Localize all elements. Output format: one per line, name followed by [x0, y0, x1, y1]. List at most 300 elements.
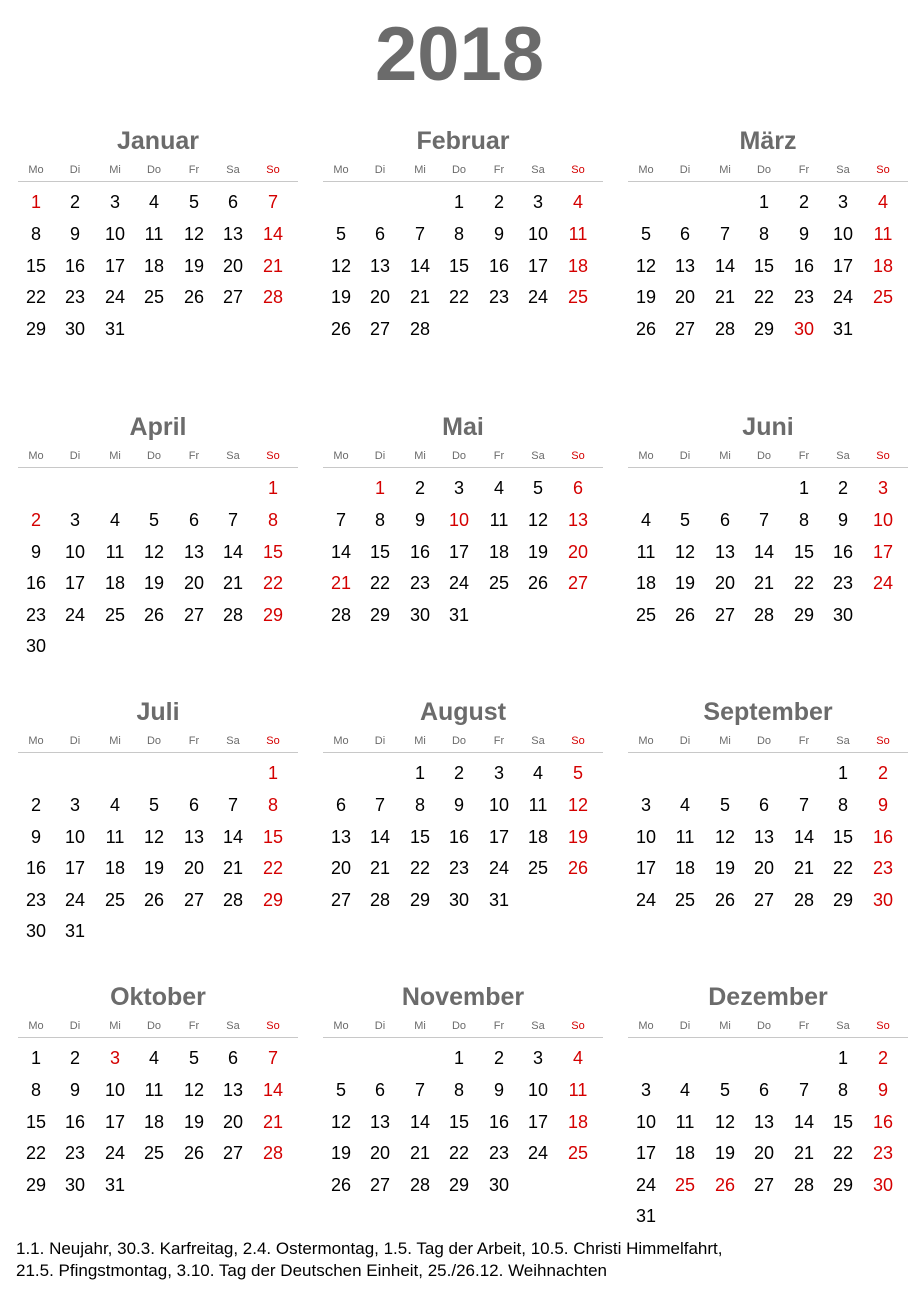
day-cell: 27 — [222, 287, 244, 307]
day-cell: 29 — [25, 319, 47, 339]
day-cell: 17 — [64, 573, 86, 593]
month-name: Oktober — [110, 983, 206, 1011]
day-cell: 2 — [30, 510, 41, 530]
holiday-footnote — [16, 1238, 906, 1282]
day-cell: 4 — [109, 795, 120, 815]
day-cell: 17 — [448, 542, 470, 562]
day-cell: 26 — [567, 858, 589, 878]
day-cell: 14 — [793, 827, 815, 847]
day-cell: 25 — [143, 287, 165, 307]
day-cell: 28 — [330, 605, 352, 625]
weekday-header: Sa — [226, 164, 240, 176]
day-cell: 14 — [262, 1080, 284, 1100]
day-cell: 5 — [335, 1080, 346, 1100]
day-cell: 4 — [572, 192, 583, 212]
day-cell: 11 — [489, 510, 509, 530]
day-cell: 25 — [104, 605, 126, 625]
month-4 — [18, 412, 298, 662]
day-cell: 5 — [188, 192, 199, 212]
header-divider — [628, 752, 908, 753]
day-cell: 7 — [267, 1048, 278, 1068]
weekday-header: So — [876, 450, 890, 462]
day-cell: 15 — [262, 827, 284, 847]
weekday-header: Fr — [798, 1020, 810, 1032]
day-cell: 19 — [183, 256, 205, 276]
weekday-header: So — [876, 1020, 890, 1032]
day-cell: 25 — [527, 858, 549, 878]
day-cell: 1 — [30, 1048, 41, 1068]
weekday-header: Fr — [188, 164, 200, 176]
day-cell: 22 — [753, 287, 775, 307]
month-12 — [628, 982, 908, 1232]
day-cell: 9 — [69, 224, 80, 244]
day-cell: 31 — [635, 1206, 657, 1226]
day-cell: 9 — [453, 795, 464, 815]
weekday-header: So — [571, 450, 585, 462]
day-cell: 2 — [493, 1048, 504, 1068]
day-cell: 28 — [262, 287, 284, 307]
day-cell: 5 — [148, 795, 159, 815]
day-cell: 6 — [335, 795, 346, 815]
weekday-header: Sa — [226, 450, 240, 462]
day-cell: 13 — [674, 256, 696, 276]
day-cell: 20 — [753, 1143, 775, 1163]
day-cell: 19 — [674, 573, 696, 593]
day-cell: 26 — [714, 1175, 736, 1195]
day-cell: 19 — [527, 542, 549, 562]
month-2 — [323, 126, 603, 376]
day-cell: 13 — [369, 1112, 391, 1132]
day-cell: 12 — [330, 1112, 352, 1132]
weekday-header: Sa — [531, 164, 545, 176]
weekday-header: Mo — [28, 450, 44, 462]
day-cell: 20 — [369, 287, 391, 307]
day-cell: 16 — [488, 1112, 510, 1132]
day-cell: 7 — [414, 224, 425, 244]
day-cell: 4 — [679, 1080, 690, 1100]
day-cell: 6 — [758, 1080, 769, 1100]
day-cell: 17 — [488, 827, 510, 847]
day-cell: 24 — [104, 287, 126, 307]
day-cell: 21 — [222, 858, 244, 878]
day-cell: 23 — [409, 573, 431, 593]
day-cell: 19 — [567, 827, 589, 847]
day-cell: 27 — [369, 319, 391, 339]
day-cell: 11 — [636, 542, 656, 562]
month-name: Mai — [442, 413, 484, 441]
weekday-header: Di — [69, 164, 81, 176]
day-cell: 29 — [793, 605, 815, 625]
day-cell: 25 — [674, 890, 696, 910]
day-cell: 10 — [635, 827, 657, 847]
day-cell: 29 — [369, 605, 391, 625]
day-cell: 21 — [369, 858, 391, 878]
day-cell: 17 — [64, 858, 86, 878]
day-cell: 2 — [877, 1048, 888, 1068]
day-cell: 7 — [798, 1080, 809, 1100]
day-cell: 20 — [330, 858, 352, 878]
day-cell: 9 — [30, 827, 41, 847]
day-cell: 18 — [567, 1112, 589, 1132]
day-cell: 11 — [675, 827, 695, 847]
day-cell: 19 — [714, 1143, 736, 1163]
day-cell: 18 — [143, 256, 165, 276]
day-cell: 25 — [872, 287, 894, 307]
day-cell: 3 — [640, 795, 651, 815]
month-6 — [628, 412, 908, 662]
day-cell: 2 — [493, 192, 504, 212]
holiday-line-2: 21.5. Pfingstmontag, 3.10. Tag der Deutschen Einheit, 25./26.12. Weihnachten — [16, 1261, 607, 1280]
day-cell: 6 — [227, 1048, 238, 1068]
day-cell: 22 — [262, 858, 284, 878]
day-cell: 17 — [104, 256, 126, 276]
day-cell: 27 — [183, 605, 205, 625]
day-cell: 12 — [567, 795, 589, 815]
day-cell: 17 — [635, 1143, 657, 1163]
day-cell: 4 — [532, 763, 543, 783]
header-divider — [18, 467, 298, 468]
day-cell: 29 — [409, 890, 431, 910]
day-cell: 16 — [64, 1112, 86, 1132]
month-10 — [18, 982, 298, 1232]
day-cell: 15 — [448, 256, 470, 276]
day-cell: 14 — [409, 1112, 431, 1132]
day-cell: 8 — [30, 1080, 41, 1100]
day-cell: 13 — [567, 510, 589, 530]
day-cell: 2 — [414, 478, 425, 498]
day-cell: 25 — [104, 890, 126, 910]
header-divider — [628, 467, 908, 468]
weekday-header: Mo — [28, 164, 44, 176]
weekday-header: Sa — [226, 735, 240, 747]
month-3 — [628, 126, 908, 376]
day-cell: 26 — [635, 319, 657, 339]
day-cell: 23 — [832, 573, 854, 593]
day-cell: 10 — [635, 1112, 657, 1132]
day-cell: 25 — [488, 573, 510, 593]
day-cell: 27 — [714, 605, 736, 625]
weekday-header: Fr — [493, 1020, 505, 1032]
day-cell: 14 — [409, 256, 431, 276]
day-cell: 14 — [222, 542, 244, 562]
day-cell: 12 — [527, 510, 549, 530]
day-cell: 5 — [572, 763, 583, 783]
day-cell: 22 — [369, 573, 391, 593]
weekday-header: Do — [451, 1020, 467, 1032]
day-cell: 14 — [222, 827, 244, 847]
weekday-header: So — [876, 735, 890, 747]
day-cell: 17 — [527, 256, 549, 276]
day-cell: 6 — [572, 478, 583, 498]
weekday-header: Di — [69, 735, 81, 747]
day-cell: 9 — [877, 795, 888, 815]
weekday-header: Sa — [226, 1020, 240, 1032]
day-cell: 5 — [640, 224, 651, 244]
day-cell: 3 — [532, 1048, 543, 1068]
day-cell: 21 — [409, 287, 431, 307]
day-cell: 25 — [567, 287, 589, 307]
day-cell: 10 — [104, 224, 126, 244]
day-cell: 18 — [104, 858, 126, 878]
day-cell: 10 — [104, 1080, 126, 1100]
day-cell: 20 — [222, 1112, 244, 1132]
day-cell: 24 — [527, 287, 549, 307]
day-cell: 11 — [675, 1112, 695, 1132]
day-cell: 15 — [832, 827, 854, 847]
day-cell: 1 — [798, 478, 809, 498]
day-cell: 6 — [188, 795, 199, 815]
weekday-header: Fr — [798, 735, 810, 747]
weekday-header: Mi — [414, 735, 426, 747]
day-cell: 12 — [635, 256, 657, 276]
day-cell: 7 — [798, 795, 809, 815]
month-name: Juli — [136, 698, 180, 726]
day-cell: 3 — [640, 1080, 651, 1100]
weekday-header: So — [571, 1020, 585, 1032]
day-cell: 27 — [753, 890, 775, 910]
day-cell: 23 — [488, 287, 510, 307]
weekday-header: Fr — [188, 450, 200, 462]
day-cell: 23 — [64, 1143, 86, 1163]
day-cell: 6 — [679, 224, 690, 244]
day-cell: 1 — [837, 1048, 848, 1068]
day-cell: 26 — [143, 890, 165, 910]
day-cell: 4 — [877, 192, 888, 212]
day-cell: 27 — [222, 1143, 244, 1163]
day-cell: 12 — [330, 256, 352, 276]
day-cell: 20 — [369, 1143, 391, 1163]
day-cell: 21 — [793, 1143, 815, 1163]
day-cell: 28 — [714, 319, 736, 339]
day-cell: 9 — [493, 224, 504, 244]
weekday-header: Di — [374, 735, 386, 747]
day-cell: 11 — [105, 542, 125, 562]
weekday-header: Fr — [798, 164, 810, 176]
day-cell: 9 — [69, 1080, 80, 1100]
day-cell: 10 — [527, 224, 549, 244]
day-cell: 1 — [267, 763, 278, 783]
weekday-header: Sa — [531, 1020, 545, 1032]
day-cell: 26 — [527, 573, 549, 593]
day-cell: 3 — [877, 478, 888, 498]
day-cell: 26 — [143, 605, 165, 625]
day-cell: 1 — [414, 763, 425, 783]
day-cell: 11 — [105, 827, 125, 847]
day-cell: 24 — [104, 1143, 126, 1163]
day-cell: 29 — [753, 319, 775, 339]
day-cell: 21 — [409, 1143, 431, 1163]
weekday-header: Fr — [798, 450, 810, 462]
day-cell: 2 — [877, 763, 888, 783]
day-cell: 11 — [568, 1080, 588, 1100]
day-cell: 4 — [148, 192, 159, 212]
day-cell: 15 — [753, 256, 775, 276]
day-cell: 8 — [453, 224, 464, 244]
day-cell: 19 — [635, 287, 657, 307]
month-name: August — [419, 698, 507, 726]
day-cell: 26 — [330, 319, 352, 339]
day-cell: 24 — [635, 1175, 657, 1195]
day-cell: 29 — [832, 890, 854, 910]
day-cell: 21 — [753, 573, 775, 593]
day-cell: 23 — [448, 858, 470, 878]
day-cell: 8 — [267, 795, 278, 815]
day-cell: 2 — [837, 478, 848, 498]
day-cell: 28 — [369, 890, 391, 910]
header-divider — [18, 752, 298, 753]
day-cell: 16 — [872, 827, 894, 847]
day-cell: 10 — [872, 510, 894, 530]
day-cell: 22 — [409, 858, 431, 878]
weekday-header: Di — [374, 450, 386, 462]
day-cell: 28 — [222, 890, 244, 910]
day-cell: 6 — [758, 795, 769, 815]
day-cell: 12 — [183, 224, 205, 244]
day-cell: 15 — [793, 542, 815, 562]
day-cell: 15 — [409, 827, 431, 847]
day-cell: 29 — [262, 605, 284, 625]
day-cell: 8 — [798, 510, 809, 530]
day-cell: 8 — [837, 795, 848, 815]
day-cell: 15 — [832, 1112, 854, 1132]
day-cell: 26 — [183, 1143, 205, 1163]
day-cell: 8 — [374, 510, 385, 530]
day-cell: 4 — [148, 1048, 159, 1068]
day-cell: 4 — [679, 795, 690, 815]
day-cell: 7 — [374, 795, 385, 815]
day-cell: 28 — [409, 319, 431, 339]
day-cell: 1 — [30, 192, 41, 212]
day-cell: 10 — [448, 510, 470, 530]
day-cell: 7 — [227, 795, 238, 815]
day-cell: 9 — [798, 224, 809, 244]
weekday-header: Mi — [719, 1020, 731, 1032]
day-cell: 4 — [493, 478, 504, 498]
day-cell: 16 — [25, 858, 47, 878]
day-cell: 30 — [872, 890, 894, 910]
day-cell: 31 — [64, 921, 86, 941]
day-cell: 27 — [183, 890, 205, 910]
day-cell: 29 — [25, 1175, 47, 1195]
weekday-header: Do — [451, 735, 467, 747]
day-cell: 13 — [222, 1080, 244, 1100]
day-cell: 18 — [104, 573, 126, 593]
day-cell: 28 — [222, 605, 244, 625]
day-cell: 24 — [832, 287, 854, 307]
day-cell: 18 — [527, 827, 549, 847]
day-cell: 8 — [267, 510, 278, 530]
day-cell: 29 — [262, 890, 284, 910]
day-cell: 22 — [832, 858, 854, 878]
day-cell: 24 — [64, 890, 86, 910]
month-name: April — [129, 413, 187, 441]
day-cell: 8 — [414, 795, 425, 815]
header-divider — [323, 467, 603, 468]
header-divider — [18, 1037, 298, 1038]
day-cell: 14 — [330, 542, 352, 562]
weekday-header: Fr — [493, 450, 505, 462]
day-cell: 18 — [488, 542, 510, 562]
day-cell: 27 — [753, 1175, 775, 1195]
day-cell: 7 — [758, 510, 769, 530]
day-cell: 23 — [793, 287, 815, 307]
weekday-header: Mi — [414, 1020, 426, 1032]
weekday-header: Do — [756, 1020, 772, 1032]
day-cell: 29 — [448, 1175, 470, 1195]
weekday-header: Sa — [836, 450, 850, 462]
day-cell: 11 — [873, 224, 893, 244]
day-cell: 23 — [872, 858, 894, 878]
weekday-header: Do — [146, 735, 162, 747]
weekday-header: Di — [679, 450, 691, 462]
weekday-header: Mo — [28, 735, 44, 747]
day-cell: 16 — [448, 827, 470, 847]
day-cell: 6 — [374, 1080, 385, 1100]
day-cell: 5 — [719, 1080, 730, 1100]
weekday-header: Sa — [836, 164, 850, 176]
month-9 — [628, 697, 908, 947]
day-cell: 14 — [753, 542, 775, 562]
day-cell: 2 — [69, 192, 80, 212]
day-cell: 31 — [488, 890, 510, 910]
day-cell: 25 — [635, 605, 657, 625]
day-cell: 10 — [64, 542, 86, 562]
day-cell: 30 — [448, 890, 470, 910]
weekday-header: Do — [451, 164, 467, 176]
header-divider — [323, 752, 603, 753]
day-cell: 19 — [183, 1112, 205, 1132]
day-cell: 21 — [222, 573, 244, 593]
day-cell: 5 — [719, 795, 730, 815]
day-cell: 12 — [714, 827, 736, 847]
weekday-header: Di — [69, 450, 81, 462]
month-name: November — [401, 983, 525, 1011]
day-cell: 19 — [143, 858, 165, 878]
day-cell: 18 — [143, 1112, 165, 1132]
day-cell: 17 — [872, 542, 894, 562]
weekday-header: Do — [756, 164, 772, 176]
day-cell: 3 — [453, 478, 464, 498]
day-cell: 18 — [635, 573, 657, 593]
day-cell: 14 — [793, 1112, 815, 1132]
day-cell: 14 — [369, 827, 391, 847]
day-cell: 13 — [183, 827, 205, 847]
day-cell: 4 — [109, 510, 120, 530]
day-cell: 25 — [567, 1143, 589, 1163]
day-cell: 2 — [798, 192, 809, 212]
day-cell: 24 — [527, 1143, 549, 1163]
day-cell: 11 — [144, 224, 164, 244]
day-cell: 3 — [532, 192, 543, 212]
weekday-header: Fr — [188, 1020, 200, 1032]
day-cell: 22 — [25, 1143, 47, 1163]
day-cell: 20 — [222, 256, 244, 276]
month-name: September — [703, 698, 833, 726]
day-cell: 20 — [567, 542, 589, 562]
day-cell: 28 — [753, 605, 775, 625]
day-cell: 12 — [143, 827, 165, 847]
weekday-header: Do — [146, 450, 162, 462]
day-cell: 1 — [453, 192, 464, 212]
day-cell: 24 — [448, 573, 470, 593]
day-cell: 20 — [714, 573, 736, 593]
day-cell: 30 — [872, 1175, 894, 1195]
weekday-header: Mi — [109, 450, 121, 462]
weekday-header: Do — [756, 735, 772, 747]
day-cell: 9 — [493, 1080, 504, 1100]
weekday-header: Di — [69, 1020, 81, 1032]
day-cell: 13 — [330, 827, 352, 847]
